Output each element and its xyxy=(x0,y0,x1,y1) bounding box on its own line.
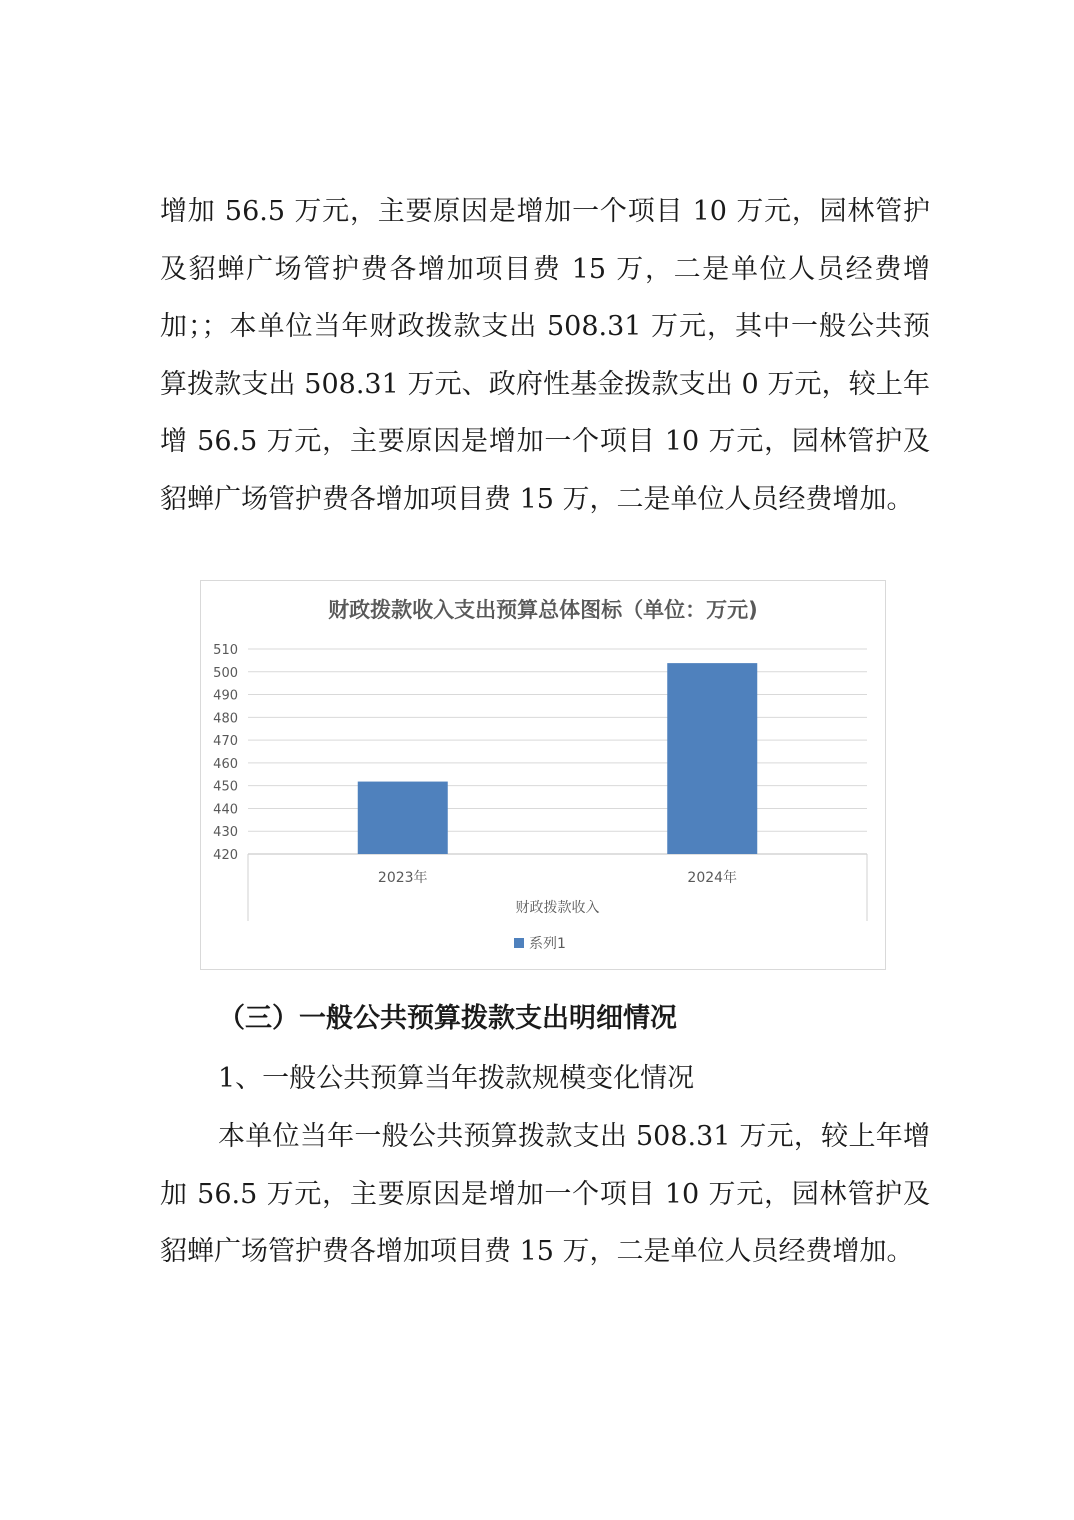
bar-2023年 xyxy=(358,782,448,854)
y-tick-label: 450 xyxy=(213,779,238,795)
y-tick-label: 460 xyxy=(213,756,238,772)
y-tick-label: 510 xyxy=(213,643,238,658)
legend-swatch xyxy=(514,938,524,948)
sub-heading: 1、一般公共预算当年拨款规模变化情况 xyxy=(218,1063,695,1094)
chart-canvas xyxy=(201,581,885,969)
budget-bar-chart xyxy=(200,580,886,970)
y-tick-label: 500 xyxy=(213,665,238,681)
y-tick-label: 480 xyxy=(213,711,238,727)
y-tick-label: 470 xyxy=(213,734,238,750)
x-tick-label: 2023年 xyxy=(377,870,428,886)
body-paragraph-top: 增加 56.5 万元，主要原因是增加一个项目 10 万元，园林管护及貂蝉广场管护费各增加项目费 15 万，二是单位人员经费增加；；本单位当年财政拨款支出 508.31 万元，其中一般公共预算拨款支出 508.31 万元、政府性基金拨款支出 0 万元，较上年增 56.5 万元，主要原因是增加一个项目 10 万元，园林管护及貂蝉广场管护费各增加项目费 15 万，二是单位人员经费增加。 xyxy=(160,196,930,515)
body-paragraph-bottom: 本单位当年一般公共预算拨款支出 508.31 万元，较上年增加 56.5 万元，主要原因是增加一个项目 10 万元，园林管护及貂蝉广场管护费各增加项目费 15 万，二是单位人员经费增加。 xyxy=(160,1121,930,1267)
chart-title: 财政拨款收入支出预算总体图标（单位：万元) xyxy=(328,598,758,622)
y-tick-label: 440 xyxy=(213,802,238,818)
y-tick-label: 490 xyxy=(213,688,238,704)
bar-2024年 xyxy=(667,663,757,854)
legend-label: 系列1 xyxy=(529,936,566,952)
y-tick-label: 420 xyxy=(213,848,238,863)
y-tick-label: 430 xyxy=(213,825,238,841)
section-heading: （三）一般公共预算拨款支出明细情况 xyxy=(218,1003,677,1034)
x-axis-title: 财政拨款收入 xyxy=(515,900,600,916)
x-tick-label: 2024年 xyxy=(687,870,738,886)
